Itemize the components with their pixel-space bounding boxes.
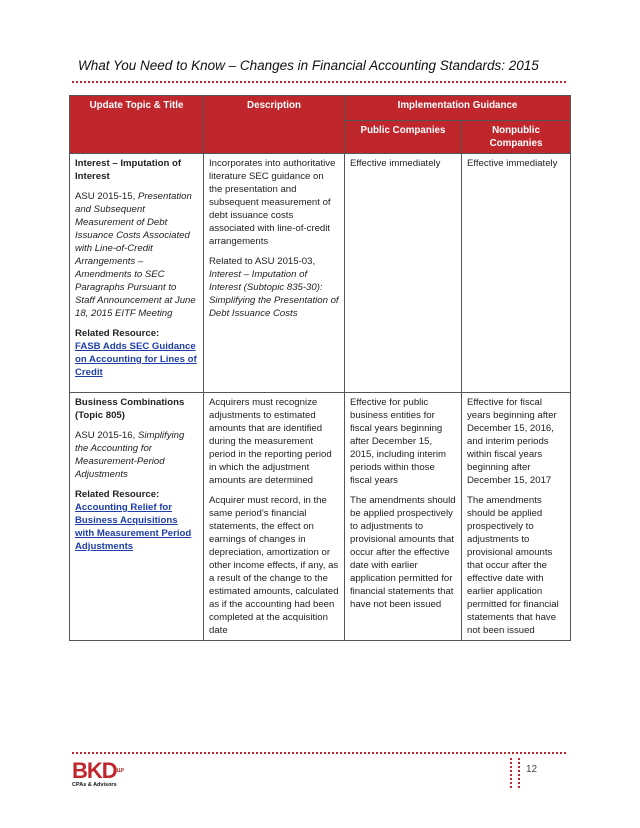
nonpublic-cell: [462, 154, 571, 393]
title-divider: [72, 81, 566, 83]
topic-cell: [70, 154, 204, 393]
public-effective: Effective for public business entities for fiscal years beginning after December 15, 2015, including interim periods within those fiscal years: [350, 397, 446, 486]
public-application: The amendments should be applied prospectively to adjustments to provisional amounts that occur after the effective date with earlier application permitted for financial statements that have not been issued: [350, 495, 456, 610]
nonpublic-cell: [462, 393, 571, 641]
description-related: Related to ASU 2015-03,: [209, 256, 316, 267]
nonpublic-effective: Effective immediately: [467, 158, 558, 169]
footer-dots: [510, 758, 520, 788]
page-title: What You Need to Know – Changes in Financial Accounting Standards: 2015: [78, 58, 539, 73]
header-description: Description: [204, 96, 345, 154]
public-cell: [345, 393, 462, 641]
description-cell: [204, 154, 345, 393]
nonpublic-effective: Effective for fiscal years beginning after December 15, 2016, and interim periods within fiscal years beginning after December 15, 2017: [467, 397, 557, 486]
asu-title: Presentation and Subsequent Measurement of Debt Issuance Costs Associated with Line-of-Credit Arrangements – Amendments to SEC Paragraphs Pursuant to Staff Announcement at June 18, 2015 EITF Meeting: [75, 191, 196, 319]
logo-text: BKD: [72, 758, 117, 783]
description-text: Incorporates into authoritative literature SEC guidance on the presentation and subsequent measurement of debt issuance costs associated with line-of-credit arrangements: [209, 158, 336, 247]
logo-llp: LLP: [116, 768, 124, 774]
description-related-title: Interest – Imputation of Interest (Subtopic 835-30): Simplifying the Presentation of Debt Issuance Costs: [209, 269, 339, 319]
table-row: [70, 154, 571, 393]
logo-tagline: CPAs & Advisors: [72, 782, 117, 788]
nonpublic-application: The amendments should be applied prospectively to adjustments to provisional amounts that occur after the effective date with earlier application permitted for financial statements that have not been issued: [467, 495, 559, 636]
header-nonpublic: Nonpublic Companies: [462, 121, 571, 154]
public-cell: [345, 154, 462, 393]
description-cell: [204, 393, 345, 641]
asu-number: ASU 2015-16,: [75, 430, 138, 441]
asu-title: Simplifying the Accounting for Measurement-Period Adjustments: [75, 430, 185, 480]
header-implementation: Implementation Guidance: [345, 96, 571, 121]
header-topic: Update Topic & Title: [70, 96, 204, 154]
description-text-2: Acquirer must record, in the same period’s financial statements, the effect on earnings of changes in depreciation, amortization or other income effects, if any, as a result of the change to the estimated amounts, calculated as if the accounting had been completed at the acquisition date: [209, 495, 339, 636]
public-effective: Effective immediately: [350, 158, 441, 169]
table-row: [70, 393, 571, 641]
topic-title: Interest – Imputation of Interest: [75, 158, 182, 182]
description-text: Acquirers must recognize adjustments to estimated amounts that are identified during the measurement period in the reporting period in which the adjustment amounts are determined: [209, 397, 332, 486]
standards-table: [69, 95, 571, 641]
related-resource-label: Related Resource:: [75, 489, 160, 500]
page-number: 12: [526, 764, 538, 775]
topic-cell: [70, 393, 204, 641]
asu-number: ASU 2015-15,: [75, 191, 138, 202]
related-resource-label: Related Resource:: [75, 328, 160, 339]
related-resource-link[interactable]: FASB Adds SEC Guidance on Accounting for Lines of Credit: [75, 341, 197, 378]
bkd-logo: [72, 760, 132, 794]
footer-divider: [72, 752, 566, 754]
header-public: Public Companies: [345, 121, 462, 154]
related-resource-link[interactable]: Accounting Relief for Business Acquisitions with Measurement Period Adjustments: [75, 502, 192, 552]
topic-title: Business Combinations (Topic 805): [75, 397, 185, 421]
